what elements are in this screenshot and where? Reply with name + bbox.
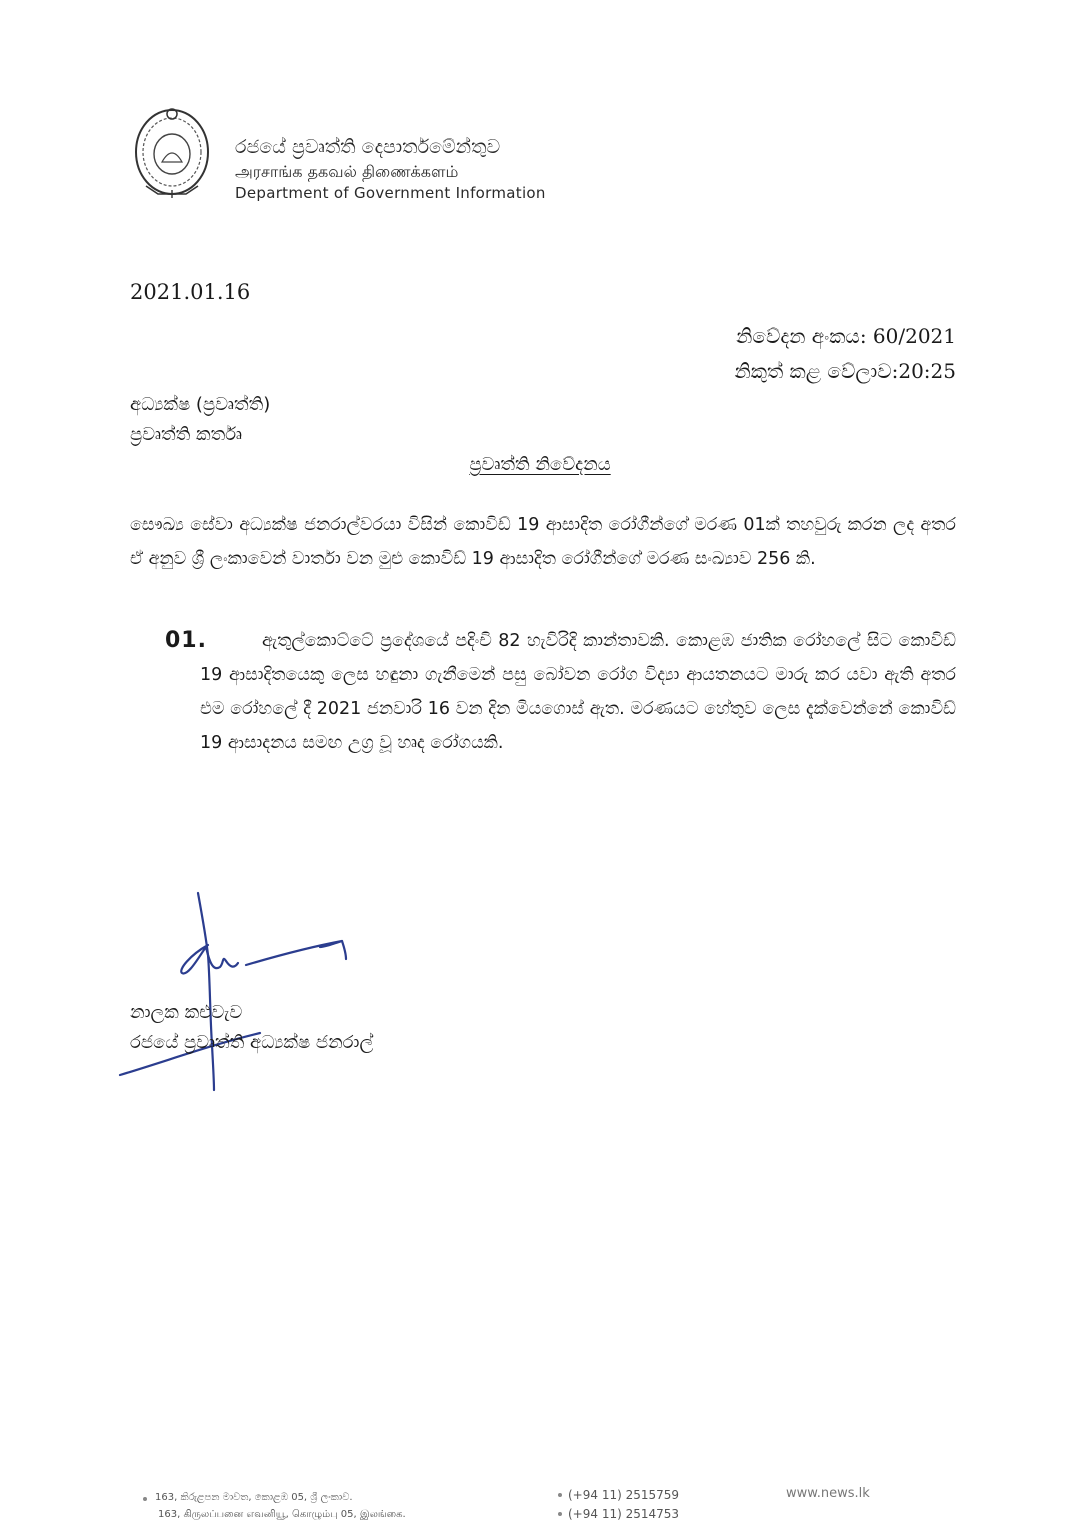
footer-address-sinhala: 163, කිරුළපන මාවත, කොළඹ 05, ශ්‍රී ලංකාව. [155,1492,353,1503]
letterhead-english: Department of Government Information [235,184,546,202]
item-number: 01. [165,628,207,653]
handwritten-signature-icon [110,885,450,1095]
document-heading-text: ප්‍රවෘත්ති නිවේදනය [469,454,611,475]
fax-icon [558,1512,562,1516]
letterhead-tamil: அரசாங்க தகவல் திணைக்களம் [235,162,459,181]
document-heading [0,454,1080,475]
notice-number: නිවේදන අංකය: 60/2021 [736,324,956,348]
government-emblem-icon [132,104,212,200]
signatory-title: රජයේ ප්‍රවෘත්ති අධ්‍යක්ෂ ජනරාල් [130,1032,374,1053]
phone-icon [558,1493,562,1497]
addressee-line-2: ප්‍රවෘත්ති කර්තෘ [130,424,243,445]
intro-paragraph: සෞඛ්‍ය සේවා අධ්‍යක්ෂ ජනරාල්වරයා විසින් කොවිඩ් 19 ආසාදිත රෝගීන්ගේ මරණ 01ක් තහවුරු කරන ලද අතර ඒ අනුව ශ්‍රී ලංකාවෙන් වාර්තා වන මුළු කොවිඩ් 19 ආසාදිත රෝගීන්ගේ මරණ සංඛ්‍යාව 256 කි. [130,515,956,569]
document-date: 2021.01.16 [130,280,251,304]
footer-bullet-icon [143,1497,147,1501]
addressee-line-1: අධ්‍යක්ෂ (ප්‍රවෘත්ති) [130,394,271,415]
footer-telephone: (+94 11) 2515759 [568,1488,680,1502]
footer-address-tamil: 163, கிருலப்பனை எவனியூ, கொழும்பு 05, இலங்கை. [158,1509,406,1520]
signatory-name: නාලක කළුවැව [130,1002,243,1023]
letterhead-sinhala: රජයේ ප්‍රවෘත්ති දෙපාර්තමේන්තුව [235,136,501,158]
item-text: ඇතුල්කොට්ටේ ප්‍රදේශයේ පදිංචි 82 හැවිරිදි කාන්තාවකි. කොළඹ ජාතික රෝහලේ සිට කොවිඩ් 19 ආසාදිතයෙකු ලෙස හඳුනා ගැනීමෙන් පසු බෝවන රෝග විද්‍යා ආයතනයට මාරු කර යවා ඇති අතර එම රෝහලේ දී 2021 ජනවාරි 16 වන දින මියගොස් ඇත. මරණයට හේතුව ලෙස දැක්වෙන්නේ කොවිඩ් 19 ආසාදනය සමඟ උග්‍ර වූ හෘද රෝගයකි. [200,631,956,753]
footer-fax: (+94 11) 2514753 [568,1507,680,1521]
issue-time: නිකුත් කළ වේලාව:20:25 [734,359,956,383]
footer-website: www.news.lk [786,1486,870,1501]
